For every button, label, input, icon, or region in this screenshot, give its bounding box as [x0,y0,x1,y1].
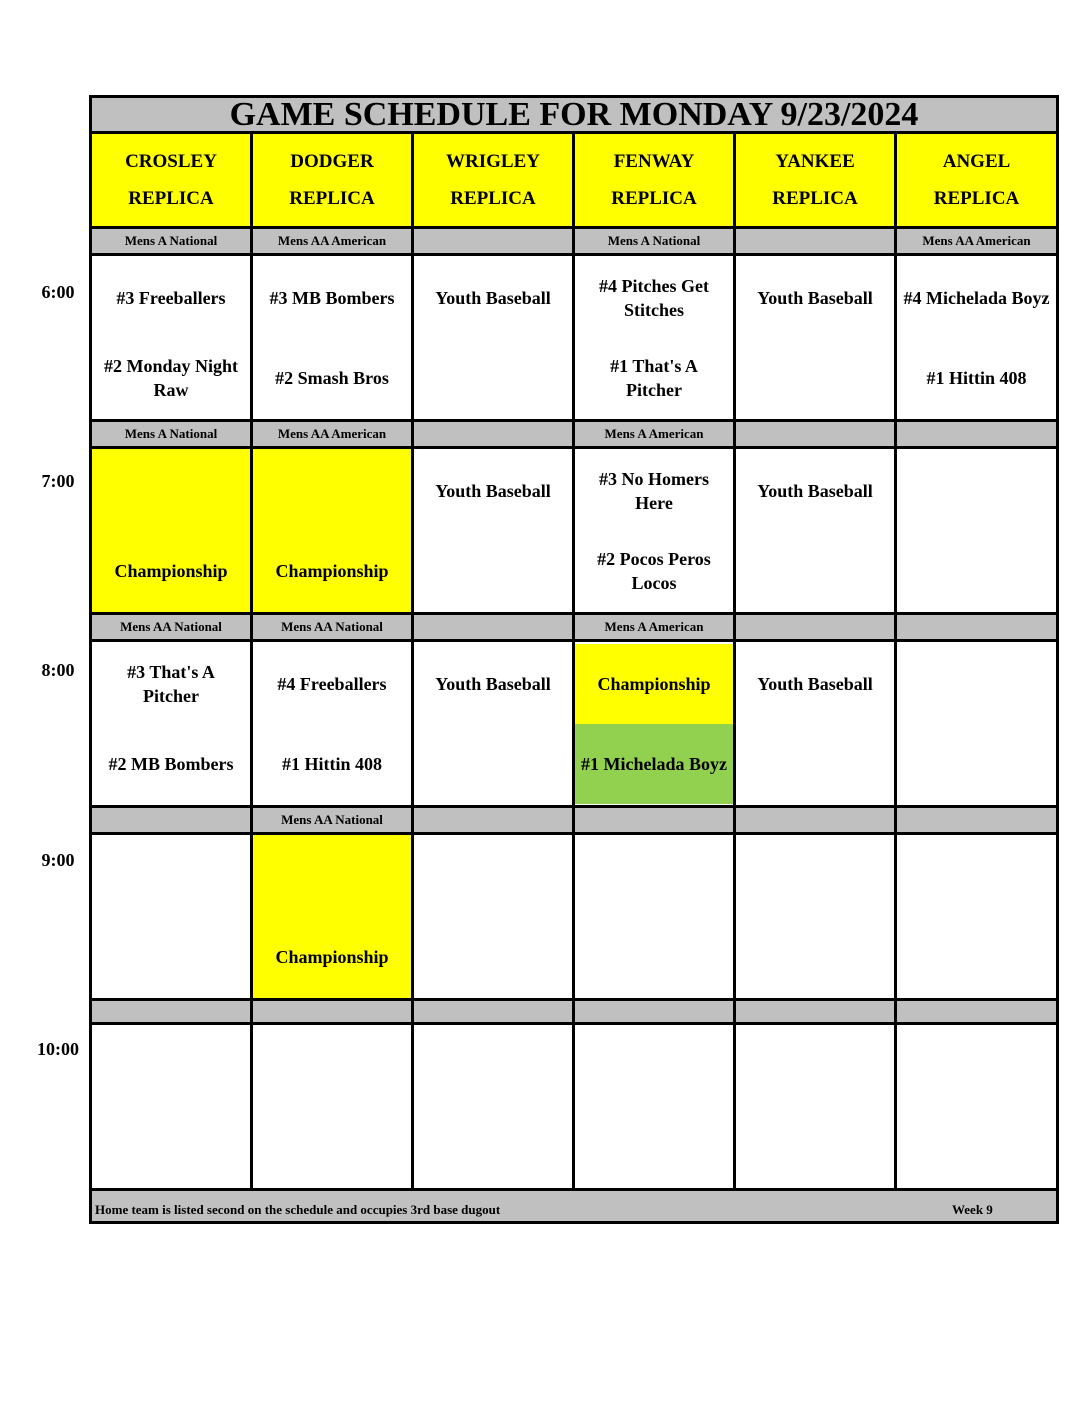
away-team [736,837,894,917]
field-sub: REPLICA [450,188,536,209]
footer-note: Home team is listed second on the schedule and occupies 3rd base dugout [95,1202,501,1217]
division-label [413,228,574,255]
field-name: YANKEE [775,151,855,172]
division-label: Mens AA American [252,228,413,255]
away-team: Youth Baseball [757,480,873,501]
away-team [575,1027,733,1107]
home-team [736,338,894,418]
game-cell [91,448,252,614]
away-team [253,837,411,917]
home-team [897,917,1056,997]
field-sub: REPLICA [128,188,214,209]
field-header-wrigley [413,133,574,228]
away-team: #3 Freeballers [116,287,226,308]
home-team [736,531,894,611]
division-label [735,228,896,255]
away-team: #4 Freeballers [277,673,387,694]
game-schedule-table [89,95,1059,1224]
field-name: FENWAY [613,151,695,172]
home-team [253,1107,411,1187]
home-team [414,724,572,804]
home-team: Championship [114,560,228,581]
game-cell [735,834,896,1000]
home-team [575,1107,733,1187]
division-row [91,807,1058,834]
away-team [253,451,411,531]
field-sub: REPLICA [611,188,697,209]
game-cell [896,641,1058,807]
field-header-dodger [252,133,413,228]
home-team [736,1107,894,1187]
footer-cell [91,1190,1058,1223]
game-cell [252,448,413,614]
game-cell [574,834,735,1000]
away-team: Youth Baseball [435,287,551,308]
away-team [92,837,250,917]
game-cell [91,641,252,807]
home-team: #2 Monday Night Raw [103,355,238,400]
game-cell [252,641,413,807]
game-row [91,834,1058,1000]
game-cell [91,1024,252,1190]
away-team: #3 That's A Pitcher [127,661,215,706]
field-sub: REPLICA [772,188,858,209]
game-cell [735,448,896,614]
home-team [414,531,572,611]
division-label [896,1000,1058,1024]
game-cell [574,641,735,807]
home-team: Championship [275,560,389,581]
home-team [897,724,1056,804]
home-team: #1 Hittin 408 [281,753,382,774]
game-cell [413,255,574,421]
division-label: Mens A National [91,228,252,255]
away-team [414,837,572,917]
game-row [91,1024,1058,1190]
time-slot-label: 7:00 [41,471,75,491]
division-label: Mens AA National [252,807,413,834]
home-team [92,1107,250,1187]
division-label: Mens A National [91,421,252,448]
division-label: Mens AA National [252,614,413,641]
field-header-fenway [574,133,735,228]
division-label [91,1000,252,1024]
home-team [414,338,572,418]
away-team [575,837,733,917]
home-team [736,917,894,997]
division-label [735,807,896,834]
division-label: Mens AA American [896,228,1058,255]
home-team [414,1107,572,1187]
away-team [897,451,1056,531]
home-team [414,917,572,997]
away-team: #3 No Homers Here [599,468,709,513]
field-header-angel [896,133,1058,228]
field-name: ANGEL [942,151,1011,172]
field-header-crosley [91,133,252,228]
home-team [92,917,250,997]
away-team [736,1027,894,1107]
away-team: Championship [575,644,733,724]
field-sub: REPLICA [289,188,375,209]
home-team [736,724,894,804]
game-cell [413,1024,574,1190]
division-row [91,228,1058,255]
field-name: WRIGLEY [446,151,540,172]
division-label [413,807,574,834]
division-label: Mens A American [574,421,735,448]
division-label [896,614,1058,641]
game-cell [735,255,896,421]
game-cell [896,1024,1058,1190]
division-label [574,807,735,834]
division-label [574,1000,735,1024]
home-team [897,531,1056,611]
game-row [91,448,1058,614]
away-team [92,451,250,531]
division-label [735,421,896,448]
field-header-yankee [735,133,896,228]
home-team: #2 Smash Bros [275,367,389,388]
game-cell [735,1024,896,1190]
division-label: Mens AA National [91,614,252,641]
game-row [91,255,1058,421]
away-team: #4 Pitches Get Stitches [599,275,709,320]
game-cell [252,1024,413,1190]
title-row [91,97,1058,133]
away-team: Youth Baseball [435,673,551,694]
away-team: #3 MB Bombers [269,287,395,308]
week-label: Week 9 [952,1202,993,1217]
home-team [897,1107,1056,1187]
division-label: Mens A American [574,614,735,641]
division-label [735,1000,896,1024]
division-label [91,807,252,834]
game-cell [413,834,574,1000]
home-team [575,917,733,997]
away-team [414,1027,572,1107]
home-team: #2 Pocos Peros Locos [597,548,711,593]
footer-row [91,1190,1058,1223]
game-cell [574,1024,735,1190]
field-sub: REPLICA [933,188,1020,209]
away-team [92,1027,250,1107]
away-team [253,1027,411,1107]
division-row [91,1000,1058,1024]
division-label [896,807,1058,834]
division-label [413,1000,574,1024]
away-team: Youth Baseball [757,673,873,694]
division-row [91,614,1058,641]
field-name: CROSLEY [125,151,217,172]
game-cell [413,641,574,807]
away-team: Youth Baseball [757,287,873,308]
division-label: Mens AA American [252,421,413,448]
game-cell [252,255,413,421]
field-header-row [91,133,1058,228]
home-team: #2 MB Bombers [108,753,234,774]
away-team [897,644,1056,724]
game-cell [574,255,735,421]
home-team: Championship [275,946,389,967]
away-team: #4 Michelada Boyz [903,287,1050,308]
game-cell [896,834,1058,1000]
division-label [252,1000,413,1024]
time-slot-label: 10:00 [37,1039,79,1059]
game-cell [413,448,574,614]
division-label [735,614,896,641]
game-cell [896,448,1058,614]
time-slot-label: 6:00 [41,282,75,302]
game-cell [735,641,896,807]
game-row [91,641,1058,807]
time-slot-label: 9:00 [41,850,75,870]
division-row [91,421,1058,448]
game-cell [91,255,252,421]
game-cell [896,255,1058,421]
game-cell [91,834,252,1000]
schedule-title: GAME SCHEDULE FOR MONDAY 9/23/2024 [91,97,1058,133]
field-name: DODGER [290,151,374,172]
division-label: Mens A National [574,228,735,255]
division-label [413,421,574,448]
away-team [897,1027,1056,1107]
game-cell [252,834,413,1000]
home-team: #1 That's A Pitcher [610,355,698,400]
game-cell [574,448,735,614]
home-team: #1 Hittin 408 [926,367,1027,388]
division-label [413,614,574,641]
away-team [897,837,1056,917]
time-slot-label: 8:00 [41,660,75,680]
home-team: #1 Michelada Boyz [575,724,733,804]
division-label [896,421,1058,448]
away-team: Youth Baseball [435,480,551,501]
